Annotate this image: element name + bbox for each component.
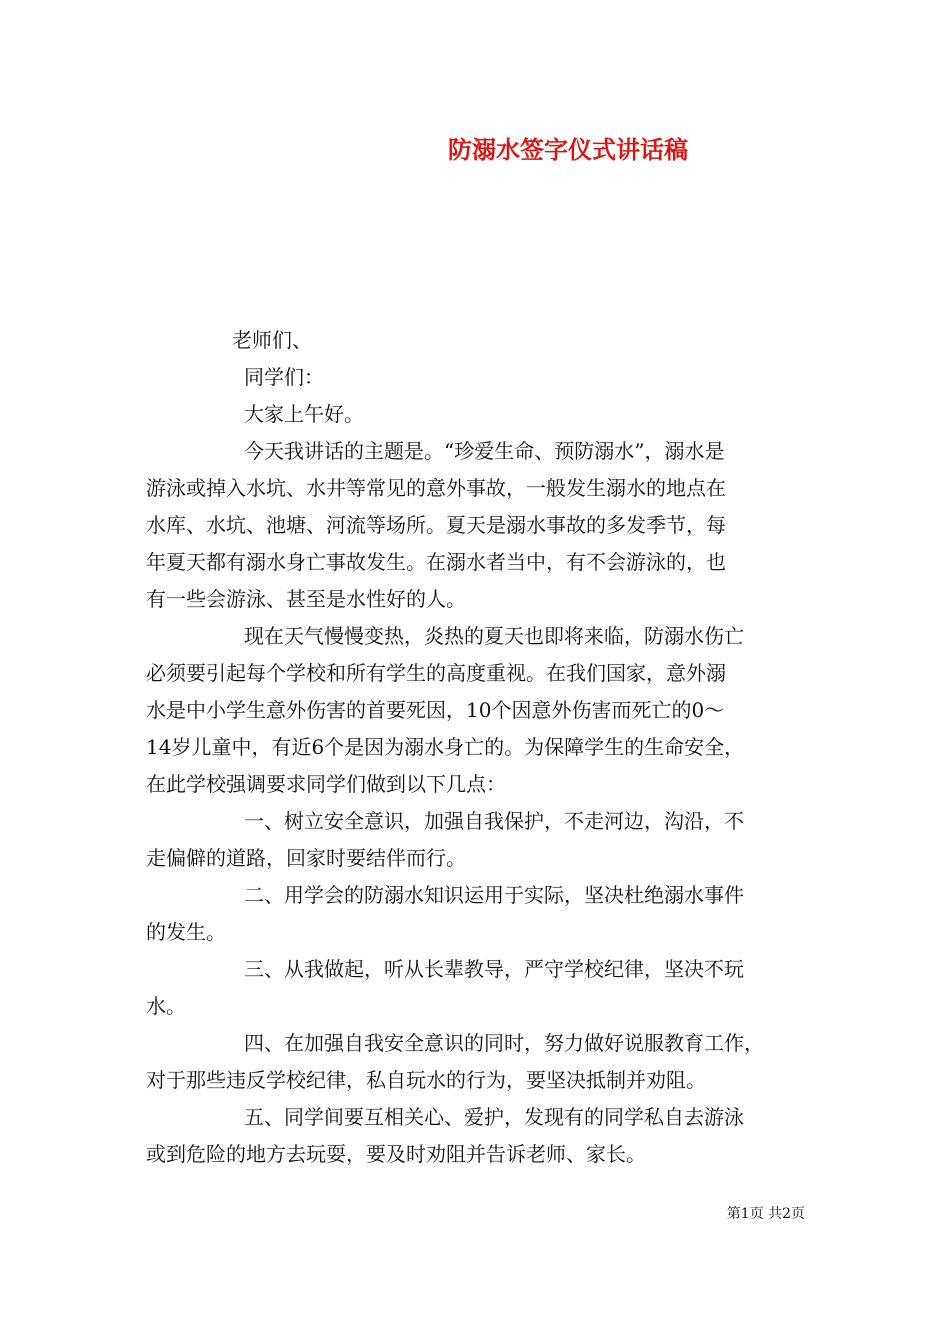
text-line: 必须要引起每个学校和所有学生的高度重视。在我们国家，意外溺 (146, 661, 726, 685)
text-line: 三、从我做起，听从长辈教导，严守学校纪律，坚决不玩 (244, 957, 744, 981)
document-title: 防溺水签字仪式讲话稿 (448, 135, 688, 164)
text-line: 14岁儿童中，有近6个是因为溺水身亡的。为保障学生的生命安全， (146, 735, 745, 759)
text-line: 一、树立安全意识，加强自我保护，不走河边，沟沿，不 (244, 809, 744, 833)
text-line: 走偏僻的道路，回家时要结伴而行。 (146, 846, 466, 870)
text-line: 今天我讲话的主题是。“珍爱生命、预防溺水”，溺水是 (244, 439, 725, 463)
text-line: 五、同学间要互相关心、爱护，发现有的同学私自去游泳 (244, 1105, 744, 1129)
text-line: 对于那些违反学校纪律，私自玩水的行为，要坚决抵制并劝阻。 (146, 1068, 706, 1092)
text-line: 游泳或掉入水坑、水井等常见的意外事故，一般发生溺水的地点在 (146, 476, 726, 500)
text-line: 老师们、 (232, 328, 312, 352)
text-line: 现在天气慢慢变热，炎热的夏天也即将来临，防溺水伤亡 (244, 624, 744, 648)
document-body (146, 322, 806, 1173)
page-footer: 第1页 共2页 (726, 1206, 805, 1222)
text-line: 二、用学会的防溺水知识运用于实际，坚决杜绝溺水事件 (244, 883, 744, 907)
text-line: 有一些会游泳、甚至是水性好的人。 (146, 587, 466, 611)
text-line: 水。 (146, 994, 186, 1018)
text-line: 同学们： (244, 365, 324, 389)
text-line: 或到危险的地方去玩耍，要及时劝阻并告诉老师、家长。 (146, 1142, 646, 1166)
text-line: 年夏天都有溺水身亡事故发生。在溺水者当中，有不会游泳的，也 (146, 550, 726, 574)
text-line: 在此学校强调要求同学们做到以下几点： (146, 772, 506, 796)
text-line: 四、在加强自我安全意识的同时，努力做好说服教育工作， (244, 1031, 764, 1055)
text-line: 的发生。 (146, 920, 226, 944)
text-line: 水库、水坑、池塘、河流等场所。夏天是溺水事故的多发季节，每 (146, 513, 726, 537)
text-line: 水是中小学生意外伤害的首要死因，10个因意外伤害而死亡的0～ (146, 698, 725, 722)
text-line: 大家上午好。 (244, 402, 364, 426)
